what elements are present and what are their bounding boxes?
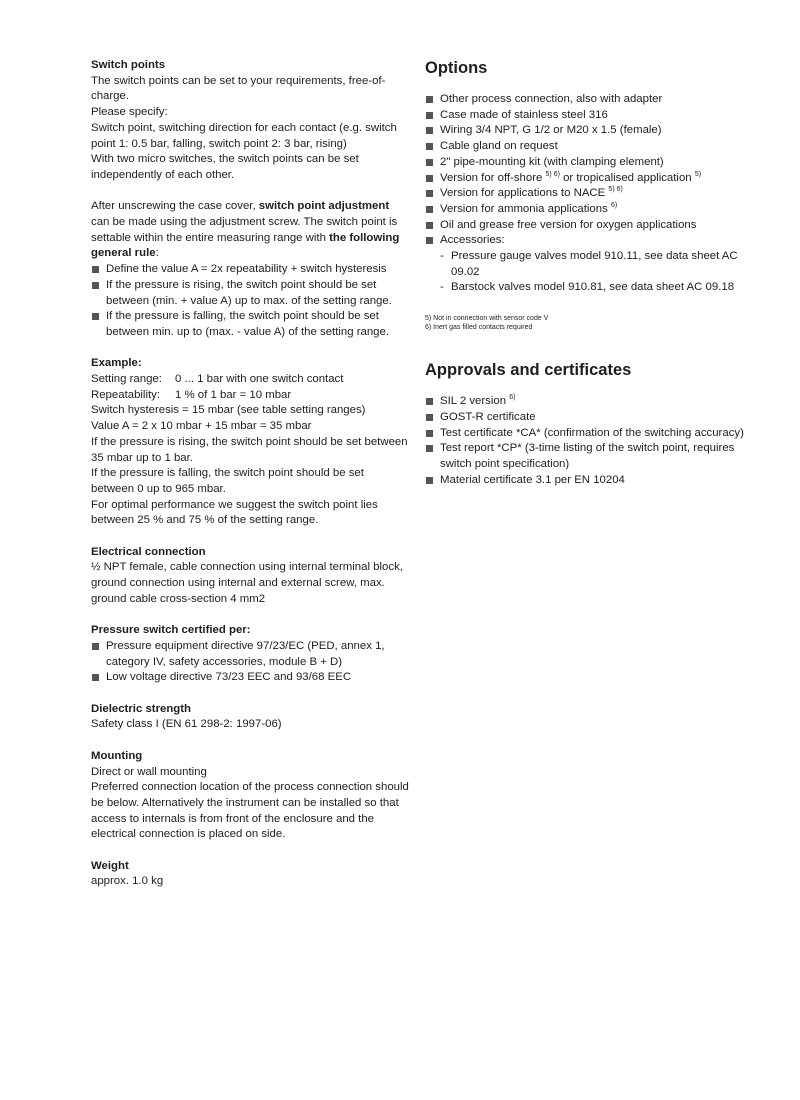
example-line: For optimal performance we suggest the switch point lies between 25 % and 75 % of the setting range. (91, 498, 378, 527)
square-bullet-icon (426, 190, 433, 197)
list-item (425, 155, 745, 171)
general-rule-bold-term: the following general rule (91, 231, 400, 260)
setting-range-value: 0 ... 1 bar with one switch contact (175, 373, 344, 386)
dielectric-section (91, 702, 409, 733)
square-bullet-icon (426, 112, 433, 119)
example-line: Value A = 2 x 10 mbar + 15 mbar = 35 mbar (91, 420, 312, 433)
adjustment-text-part: After unscrewing the case cover, (91, 200, 259, 213)
weight-text: approx. 1.0 kg (91, 875, 164, 888)
list-item-text: Wiring 3/4 NPT, G 1/2 or M20 x 1.5 (female) (440, 124, 662, 137)
footnote: 5) Not in connection with sensor code V (425, 315, 549, 323)
footnote-ref: 5) 6) (545, 170, 560, 178)
switch-points-section (91, 58, 409, 184)
square-bullet-icon (426, 206, 433, 213)
mounting-line: Preferred connection location of the process connection should be below. Alternatively the instrument can be installed so that access to internals is from front of the enclosure and the electrical connection is placed on side. (91, 781, 409, 841)
dash-marker: - (440, 250, 444, 263)
list-item-text: Other process connection, also with adapter (440, 93, 663, 105)
list-item-text: Version for applications to NACE (440, 187, 609, 200)
list-item-text: Cable gland on request (440, 140, 558, 153)
list-item (91, 670, 409, 686)
setting-range-label: Setting range: (91, 373, 162, 386)
mounting-line: Direct or wall mounting (91, 765, 207, 778)
footnote-ref: 6) (509, 394, 516, 402)
square-bullet-icon (426, 222, 433, 229)
right-column (425, 58, 745, 488)
certified-section (91, 623, 409, 686)
square-bullet-icon (426, 477, 433, 484)
weight-section (91, 859, 409, 890)
example-setting-range (91, 372, 409, 388)
left-column (91, 58, 409, 906)
list-item-text: Oil and grease free version for oxygen applications (440, 218, 697, 231)
example-heading: Example: (91, 357, 142, 370)
square-bullet-icon (426, 398, 433, 405)
repeatability-value: 1 % of 1 bar = 10 mbar (175, 388, 292, 401)
dielectric-heading: Dielectric strength (91, 702, 192, 715)
mounting-heading: Mounting (91, 749, 143, 762)
list-item (91, 278, 409, 309)
footnote: 6) Inert gas filled contacts required (425, 324, 533, 332)
electrical-section (91, 545, 409, 608)
switch-points-line: With two micro switches, the switch points can be set independently of each other. (91, 153, 359, 181)
approvals-heading: Approvals and certificates (425, 361, 632, 380)
list-item (425, 186, 745, 202)
list-item-text: Version for ammonia applications (440, 202, 611, 215)
square-bullet-icon (426, 237, 433, 244)
list-item-text: Material certificate 3.1 per EN 10204 (440, 473, 625, 486)
options-heading: Options (425, 59, 488, 77)
list-item (91, 262, 409, 278)
square-bullet-icon (426, 143, 433, 150)
list-item-text: Accessories: (440, 234, 505, 247)
footnote-ref: 5) 6) (608, 186, 623, 194)
certified-heading: Pressure switch certified per: (91, 624, 251, 637)
electrical-text: ½ NPT female, cable connection using internal terminal block, ground connection using internal and external screw, max. ground cable cross-section 4 mm2 (91, 561, 403, 605)
list-item (91, 309, 409, 340)
list-item-text: Pressure equipment directive 97/23/EC (PED, annex 1, category IV, safety accessories, module B + D) (106, 639, 385, 668)
list-item-text: Test certificate *CA* (confirmation of the switching accuracy) (440, 426, 744, 439)
accessory-text: Barstock valves model 910.81, see data sheet AC 09.18 (451, 281, 735, 294)
example-line: If the pressure is falling, the switch point should be set between 0 up to 965 mbar. (91, 467, 364, 495)
adjustment-section (91, 199, 409, 340)
square-bullet-icon (92, 282, 99, 289)
dielectric-text: Safety class I (EN 61 298-2: 1997-06) (91, 718, 282, 731)
square-bullet-icon (426, 430, 433, 437)
list-item (91, 639, 409, 670)
accessory-item (439, 249, 745, 280)
list-item-text: or tropicalised application (559, 171, 695, 184)
list-item-text: 2" pipe-mounting kit (with clamping element) (440, 155, 664, 168)
list-item (425, 92, 745, 108)
example-line: Switch hysteresis = 15 mbar (see table setting ranges) (91, 404, 366, 417)
electrical-heading: Electrical connection (91, 545, 206, 558)
adjustment-bold-term: switch point adjustment (258, 200, 390, 213)
switch-points-line: The switch points can be set to your requirements, free-of-charge. (91, 74, 386, 103)
dash-marker: - (440, 281, 444, 294)
accessory-text: Pressure gauge valves model 910.11, see data sheet AC 09.02 (451, 250, 738, 278)
list-item (425, 394, 745, 410)
adjustment-text-part: can be made using the adjustment screw. The switch point is settable within the entire measuring range with (91, 216, 398, 244)
list-item (425, 139, 745, 155)
list-item (425, 473, 745, 489)
list-item-text: SIL 2 version (440, 395, 510, 408)
list-item (425, 171, 745, 187)
footnote-ref: 5) (694, 170, 702, 178)
list-item-text: Version for off-shore (440, 171, 546, 184)
accessories-list (425, 249, 745, 296)
list-item-text: If the pressure is rising, the switch point should be set between (min. + value A) up to max. of the setting range. (106, 278, 392, 307)
switch-points-line: Switch point, switching direction for each contact (e.g. switch point 1: 0.5 bar, falling, switch point 2: 3 bar, rising) (91, 121, 397, 150)
switch-points-line: Please specify: (91, 106, 168, 119)
accessory-item (439, 280, 745, 296)
square-bullet-icon (92, 674, 99, 681)
square-bullet-icon (92, 643, 99, 650)
example-repeatability (91, 388, 409, 404)
list-item (425, 218, 745, 234)
adjustment-text (91, 199, 409, 262)
square-bullet-icon (426, 175, 433, 182)
square-bullet-icon (426, 445, 433, 452)
list-item (425, 202, 745, 218)
mounting-section (91, 749, 409, 843)
square-bullet-icon (92, 313, 99, 320)
list-item-text: Case made of stainless steel 316 (440, 108, 608, 121)
list-item (425, 123, 745, 139)
list-item (425, 426, 745, 442)
list-item-text: Test report *CP* (3-time listing of the switch point, requires switch point specification) (440, 442, 735, 470)
certified-list (91, 639, 409, 686)
square-bullet-icon (426, 414, 433, 421)
footnote-ref: 6) (610, 201, 618, 209)
square-bullet-icon (426, 96, 433, 103)
switch-points-heading: Switch points (91, 59, 166, 71)
square-bullet-icon (426, 127, 433, 134)
list-item (425, 233, 745, 296)
square-bullet-icon (92, 266, 99, 273)
square-bullet-icon (426, 159, 433, 166)
list-item (425, 441, 745, 472)
example-line: If the pressure is rising, the switch point should be set between 35 mbar up to 1 bar. (91, 435, 408, 464)
list-item (425, 108, 745, 124)
weight-heading: Weight (91, 859, 129, 872)
list-item-text: Define the value A = 2x repeatability + switch hysteresis (106, 263, 387, 276)
adjustment-text-part: : (155, 247, 159, 260)
footnotes (425, 314, 745, 332)
options-list (425, 92, 745, 296)
list-item (425, 410, 745, 426)
approvals-list (425, 394, 745, 488)
repeatability-label: Repeatability: (91, 388, 161, 401)
example-section (91, 356, 409, 529)
general-rule-list (91, 262, 409, 341)
list-item-text: GOST-R certificate (440, 410, 536, 423)
list-item-text: Low voltage directive 73/23 EEC and 93/68 EEC (106, 671, 352, 684)
list-item-text: If the pressure is falling, the switch point should be set between min. up to (max. - value A) of the setting range. (106, 310, 390, 338)
